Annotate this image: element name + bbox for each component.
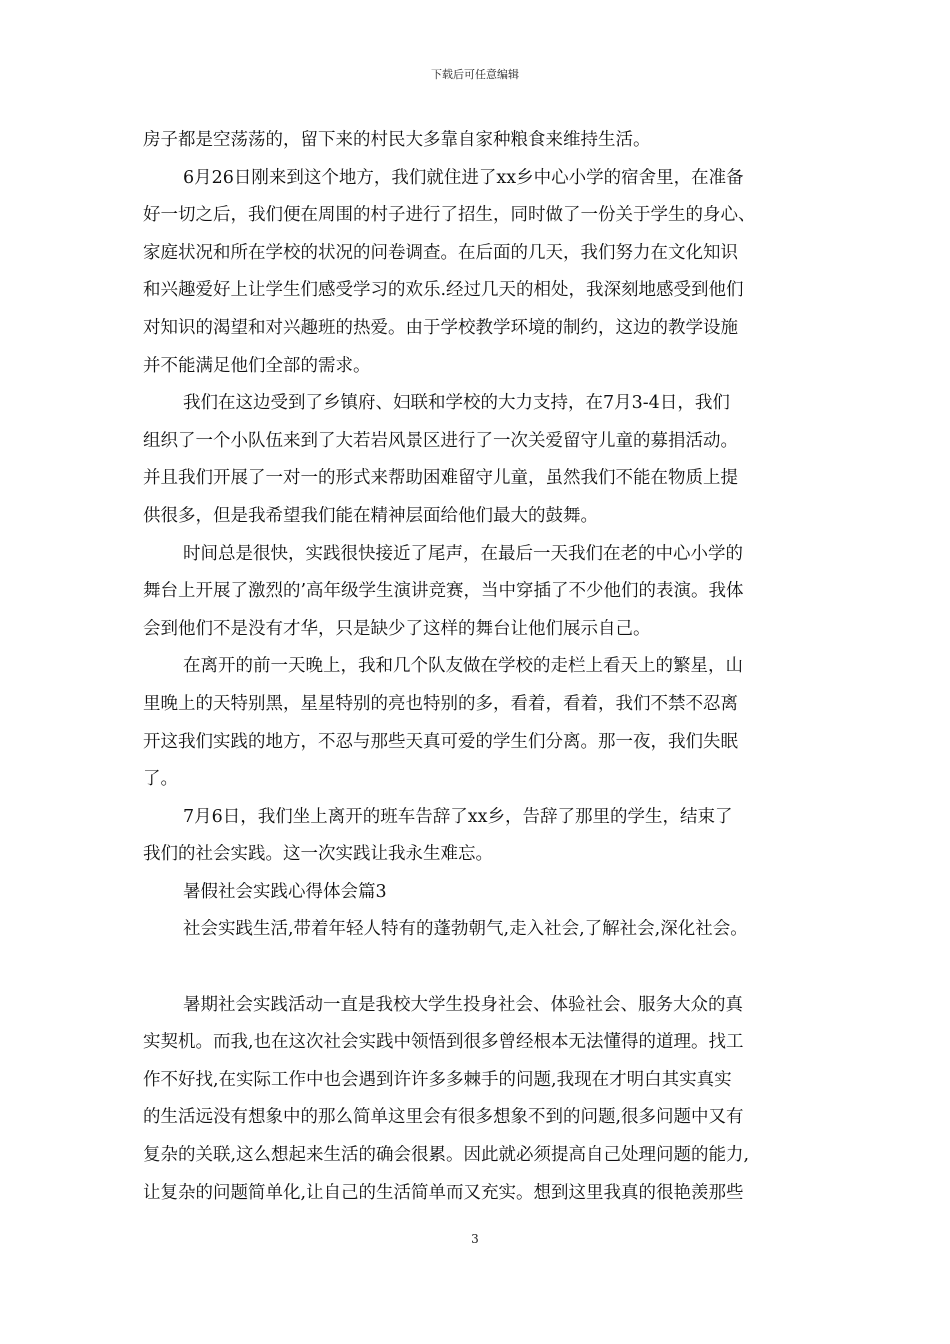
page-header-note: 下载后可任意编辑 [431,68,519,81]
paragraph-5 [143,648,823,798]
text-line: 我们的社会实践。这一次实践让我永生难忘。 [143,844,493,865]
text-line: 好一切之后，我们便在周围的村子进行了招生，同时做了一份关于学生的身心、 [143,205,756,226]
text-line: 和兴趣爱好上让学生们感受学习的欢乐.经过几天的相处，我深刻地感受到他们 [143,280,744,301]
section-heading [143,874,823,912]
text-line: 的生活远没有想象中的那么简单这里会有很多想象不到的问题,很多问题中又有 [143,1107,744,1128]
text-line: 里晚上的天特别黑，星星特别的亮也特别的多，看着，看着，我们不禁不忍离 [143,693,738,714]
text-line: 社会实践生活,带着年轻人特有的蓬勃朝气,走入社会,了解社会,深化社会。 [183,919,748,940]
text-line: 舞台上开展了激烈的’高年级学生演讲竞赛，当中穿插了不少他们的表演。我体 [143,581,744,602]
document-body [143,122,823,1212]
text-line: 复杂的关联,这么想起来生活的确会很累。因此就必须提高自己处理问题的能力, [143,1145,750,1166]
text-line: 对知识的渴望和对兴趣班的热爱。由于学校教学环境的制约，这边的教学设施 [143,317,738,338]
text-line: 在离开的前一天晚上，我和几个队友做在学校的走栏上看天上的繁星，山 [183,656,743,677]
text-line: 作不好找,在实际工作中也会遇到许许多多棘手的问题,我现在才明白其实真实 [143,1069,732,1090]
paragraph-6 [143,799,823,874]
text-line: 组织了一个小队伍来到了大若岩风景区进行了一次关爱留守儿童的募捐活动。 [143,430,738,451]
text-line: 并不能满足他们全部的需求。 [143,355,371,376]
text-line: 了。 [143,769,178,790]
text-line: 供很多，但是我希望我们能在精神层面给他们最大的鼓舞。 [143,505,598,526]
paragraph-2 [143,160,823,386]
text-line: 房子都是空荡荡的，留下来的村民大多靠自家种粮食来维持生活。 [143,130,651,150]
page-number: 3 [471,1232,479,1246]
text-line: 开这我们实践的地方，不忍与那些天真可爱的学生们分离。那一夜，我们失眠 [143,731,738,752]
text-line: 让复杂的问题简单化,让自己的生活简单而又充实。想到这里我真的很艳羡那些 [143,1182,744,1203]
paragraph-7 [143,911,823,949]
text-line: 并且我们开展了一对一的形式来帮助困难留守儿童，虽然我们不能在物质上提 [143,468,738,489]
paragraph-1 [143,122,823,160]
paragraph-4 [143,536,823,649]
text-line: 7月6日，我们坐上离开的班车告辞了xx乡，告辞了那里的学生，结束了 [183,806,733,827]
text-line: 实契机。而我,也在这次社会实践中领悟到很多曾经根本无法懂得的道理。找工 [143,1032,744,1053]
text-line: 暑期社会实践活动一直是我校大学生投身社会、体验社会、服务大众的真 [183,994,743,1015]
text-line: 6月26日刚来到这个地方，我们就住进了xx乡中心小学的宿舍里，在准备 [183,167,744,188]
paragraph-gap [143,949,823,987]
text-line: 家庭状况和所在学校的状况的问卷调查。在后面的几天，我们努力在文化知识 [143,242,738,263]
section-title: 暑假社会实践心得体会篇3 [183,881,387,902]
paragraph-3 [143,385,823,535]
paragraph-8 [143,987,823,1213]
text-line: 我们在这边受到了乡镇府、妇联和学校的大力支持，在7月3-4日，我们 [183,393,730,414]
text-line: 会到他们不是没有才华，只是缺少了这样的舞台让他们展示自己。 [143,618,651,639]
text-line: 时间总是很快，实践很快接近了尾声，在最后一天我们在老的中心小学的 [183,543,743,564]
